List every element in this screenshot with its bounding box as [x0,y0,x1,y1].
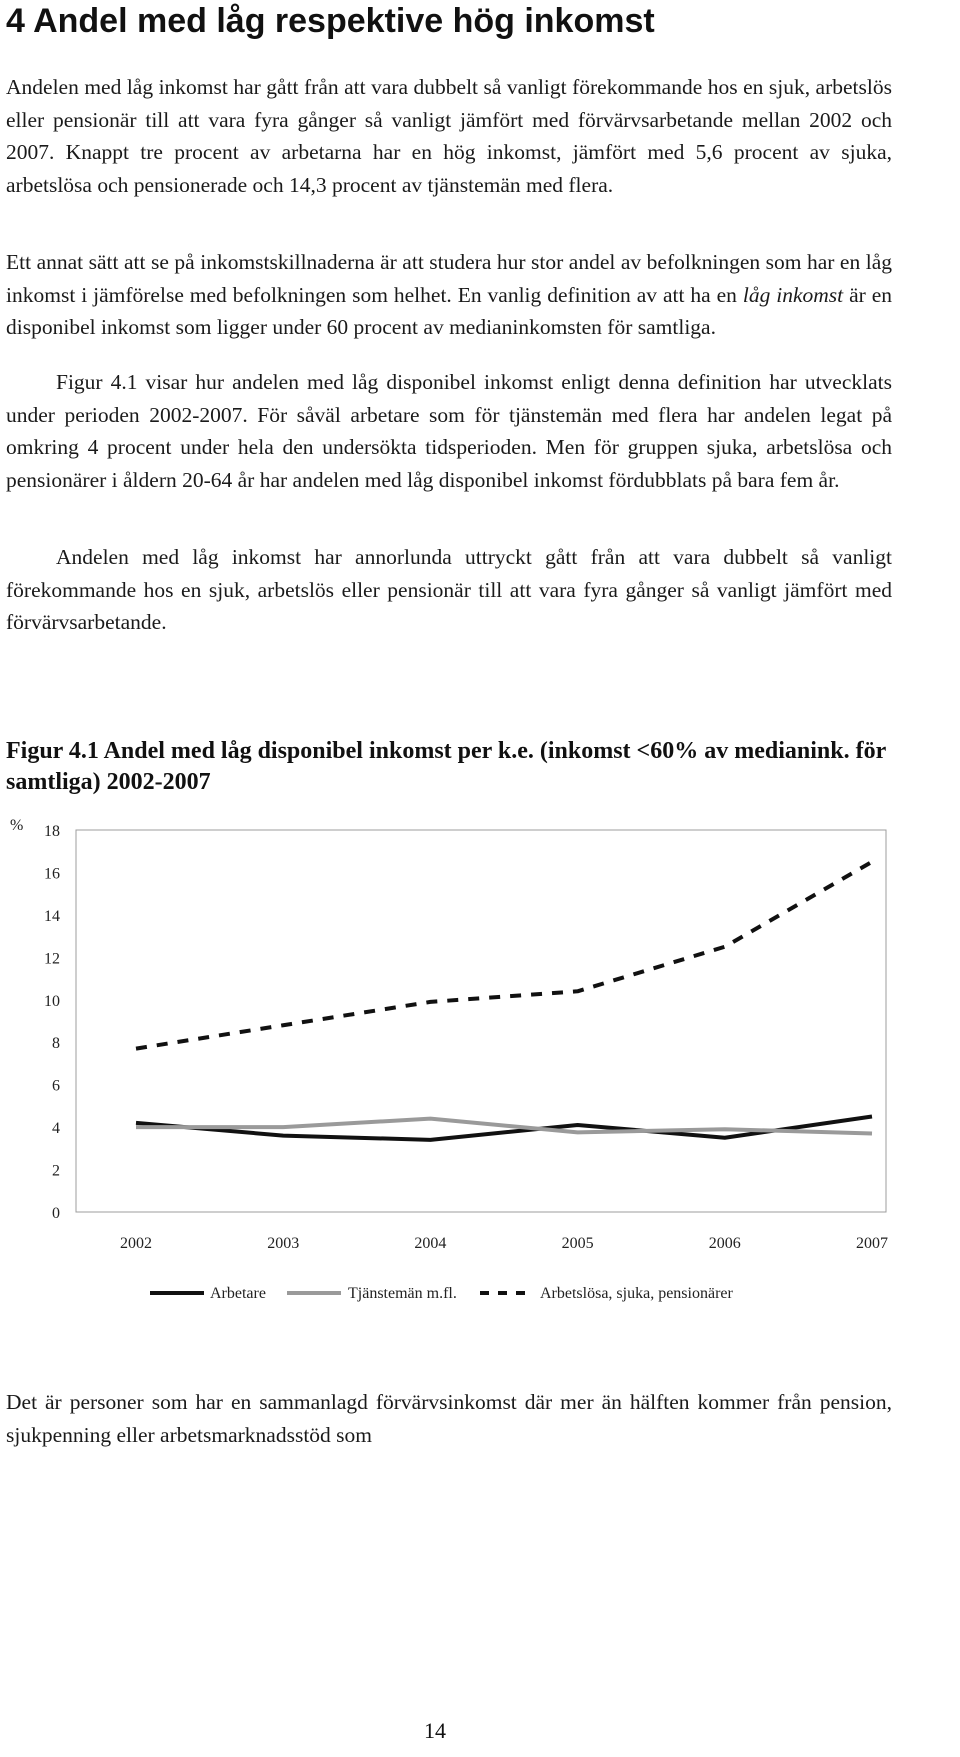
y-tick-label: 8 [52,1035,60,1053]
x-tick-label: 2006 [708,1235,741,1252]
figure-caption: Figur 4.1 Andel med låg disponibel inkomst per k.e. (inkomst <60% av medianink. för samtliga) 2002-2007 [6,738,886,795]
paragraph-3-text: Figur 4.1 visar hur andelen med låg disponibel inkomst enligt denna definition har utvecklats under perioden 2002-2007. För såväl arbetare som för tjänstemän med flera har andelen legat på omkring 4 procent under hela den undersökta tidsperioden. Men för gruppen sjuka, arbetslösa och pensionärer i åldern 20-64 år har andelen med låg disponibel inkomst fördubblats på bara fem år. [6,370,892,492]
paragraph-3 [6,366,892,496]
series-line-2 [136,862,872,1049]
y-tick-label: 6 [52,1077,60,1095]
paragraph-1: Andelen med låg inkomst har gått från att vara dubbelt så vanligt förekommande hos en sjuk, arbetslös eller pensionär till att vara fyra gånger så vanligt jämfört med förvärvsarbetande mellan 2002 och 2007. Knappt tre procent av arbetarna har en hög inkomst, jämfört med 5,6 procent av sjuka, arbetslösa och pensionerade och 14,3 procent av tjänstemän med flera. [6,75,892,197]
y-tick-label: 4 [52,1120,60,1138]
paragraph-4-text: Andelen med låg inkomst har annorlunda uttryckt gått från att vara dubbelt så vanligt förekommande hos en sjuk, arbetslös eller pensionär till att vara fyra gånger så vanligt jämfört med förvärvsarbetande. [6,545,892,634]
page-number: 14 [424,1718,446,1743]
paragraph-5: Det är personer som har en sammanlagd förvärvsinkomst där mer än hälften kommer från pension, sjukpenning eller arbetsmarknadsstöd som [6,1390,892,1447]
y-tick-label: 18 [44,823,60,840]
y-tick-label: 14 [44,907,60,925]
y-tick-label: 0 [52,1205,60,1222]
y-tick-label: 2 [52,1162,60,1180]
x-tick-label: 2005 [561,1235,594,1252]
y-axis-unit-label: % [10,817,24,834]
y-tick-label: 10 [44,992,60,1010]
paragraph-2-text-b: är en disponibel inkomst som ligger under 60 procent av medianinkomsten för samtliga. [6,282,892,339]
x-tick-label: 2003 [267,1235,300,1252]
y-tick-label: 16 [44,865,60,883]
legend-label-1: Tjänstemän m.fl. [348,1285,457,1302]
paragraph-4 [6,541,892,639]
y-axis-ticks [44,823,60,1222]
paragraph-2-text-a: Ett annat sätt att se på inkomstskillnaderna är att studera hur stor andel av befolkningen som har en låg inkomst i jämförelse med befolkningen som helhet. En vanlig definition av att ha en [6,250,892,307]
paragraph-2 [6,246,892,344]
legend-label-0: Arbetare [210,1285,266,1302]
line-chart [0,810,900,1450]
chart-legend [150,1285,734,1302]
x-axis-ticks [120,1235,888,1252]
legend-label-2: Arbetslösa, sjuka, pensionärer [540,1285,733,1302]
paragraph-2-emphasis: låg inkomst [742,282,844,307]
x-tick-label: 2007 [856,1235,888,1252]
x-tick-label: 2002 [120,1235,152,1252]
plot-area-frame [76,830,886,1212]
y-tick-label: 12 [44,950,60,968]
section-title: 4 Andel med låg respektive hög inkomst [6,2,655,40]
x-tick-label: 2004 [414,1235,447,1252]
series-lines [136,862,872,1140]
